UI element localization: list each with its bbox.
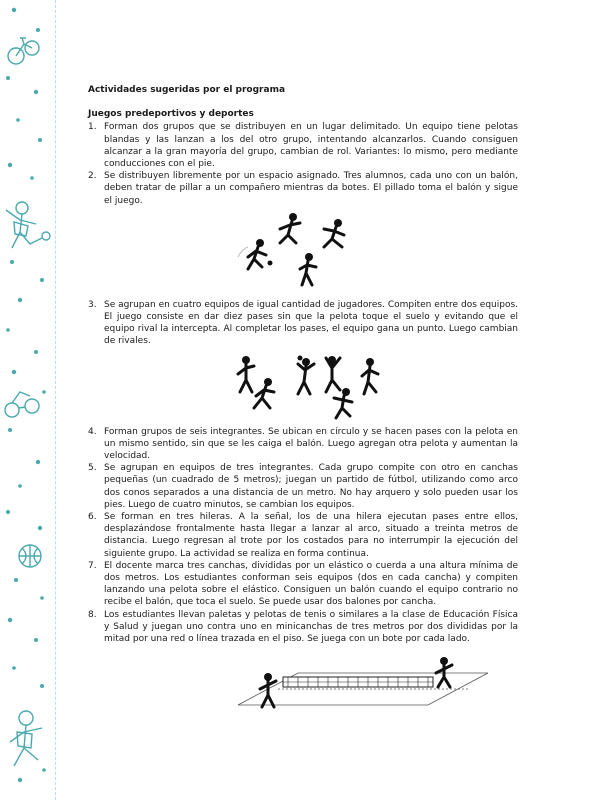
list-item — [88, 426, 518, 463]
item-number: 1. — [88, 122, 97, 133]
subsection-heading: Juegos predeportivos y deportes — [88, 109, 254, 120]
glasses-doodle-icon — [5, 392, 39, 417]
activity-list — [88, 299, 518, 348]
margin-divider — [55, 0, 56, 800]
item-text: Se agrupan en cuatro equipos de igual cantidad de jugadores. Compiten entre dos equipos. El juego consiste en dar diez pases sin que la pelota toque el suelo y evitando que el equipo rival la intercepta. Al completar los pases, el equipo gana un punto. Luego cambian de rivales. — [104, 299, 518, 347]
activity-list — [88, 426, 518, 646]
list-item — [88, 511, 518, 560]
list-item — [88, 560, 518, 609]
court-drawing — [88, 653, 518, 713]
activity-list — [88, 121, 518, 206]
item-number: 7. — [88, 560, 97, 571]
list-item — [88, 170, 518, 207]
item-text: Forman grupos de seis integrantes. Se ubican en círculo y se hacen pases con la pelota en un mismo sentido, sin que se les caiga el balón. Luego agregan otra pelota y aumentan la velocidad. — [104, 426, 518, 462]
list-item — [88, 462, 518, 511]
item-number: 4. — [88, 426, 97, 437]
item-text: Los estudiantes llevan paletas y pelotas de tenis o similares a la clase de Educación Física y Salud y juegan uno contra uno en minicanchas de tres metros por dos divididas por la mitad por una red o línea trazada en el piso. Se juega con un bote por cada lado. — [104, 609, 518, 645]
bicycle-doodle-icon — [8, 38, 39, 64]
item-text: Se forman en tres hileras. A la señal, los de una hilera ejecutan pases entre ellos, desplazándose frontalmente hasta llegar a lanzar al arco, situado a treinta metros de distancia. Luego regresan al trote por los costados para no interrumpir la ejecución del siguiente grupo. La actividad se realiza en forma continua. — [104, 512, 518, 559]
jumping-child-doodle-icon — [6, 202, 50, 248]
illustration-passing-game — [88, 352, 518, 420]
net — [283, 677, 433, 687]
item-text: Se distribuyen libremente por un espacio asignado. Tres alumnos, cada uno con un balón, deben tratar de pillar a un compañero mientras da botes. El pillado toma el balón y sigue el juego. — [104, 171, 518, 206]
item-text: Forman dos grupos que se distribuyen en un lugar delimitado. Un equipo tiene pelotas blandas y las lanzan a los del otro grupo, intentando alcanzarlos. Cuando consiguen alcanzar a la gran mayoría del grupo, cambian de rol. Variantes: lo mismo, pero mediante conducciones con el pie. — [104, 122, 518, 170]
list-item — [88, 609, 518, 646]
ball-doodle-icon — [19, 545, 41, 567]
item-text: Se agrupan en equipos de tres integrantes. Cada grupo compite con otro en canchas pequeñas (un cuadrado de 5 metros); juegan un partido de fútbol, utilizando como arco dos conos separados a una distancia de un metro. No hay arquero y solo pueden usar los pies. Luego de cuatro minutos, se cambian los equipos. — [104, 463, 518, 510]
item-number: 3. — [88, 299, 97, 310]
item-number: 8. — [88, 609, 97, 620]
item-number: 5. — [88, 463, 97, 474]
item-number: 6. — [88, 512, 97, 523]
players-silhouettes — [88, 352, 518, 420]
section-heading: Actividades sugeridas por el programa — [88, 85, 286, 95]
illustration-minicourt — [88, 653, 518, 713]
margin-doodles — [0, 0, 62, 800]
document-body — [88, 84, 518, 713]
item-number: 2. — [88, 171, 97, 182]
list-item — [88, 121, 518, 170]
players-silhouettes — [88, 209, 518, 291]
running-child-doodle-icon — [10, 711, 42, 766]
illustration-tag-game — [88, 209, 518, 291]
item-text: El docente marca tres canchas, divididas por un elástico o cuerda a una altura mínima de dos metros. Los estudiantes conforman seis equipos (dos en cada cancha) y compiten lanzando una pelota sobre el elástico. Consiguen un balón cuando el equipo contrario no recibe el balón, que toca el suelo. Se puede usar dos balones por cancha. — [104, 560, 518, 608]
margin-decoration — [0, 0, 62, 800]
list-item — [88, 299, 518, 348]
